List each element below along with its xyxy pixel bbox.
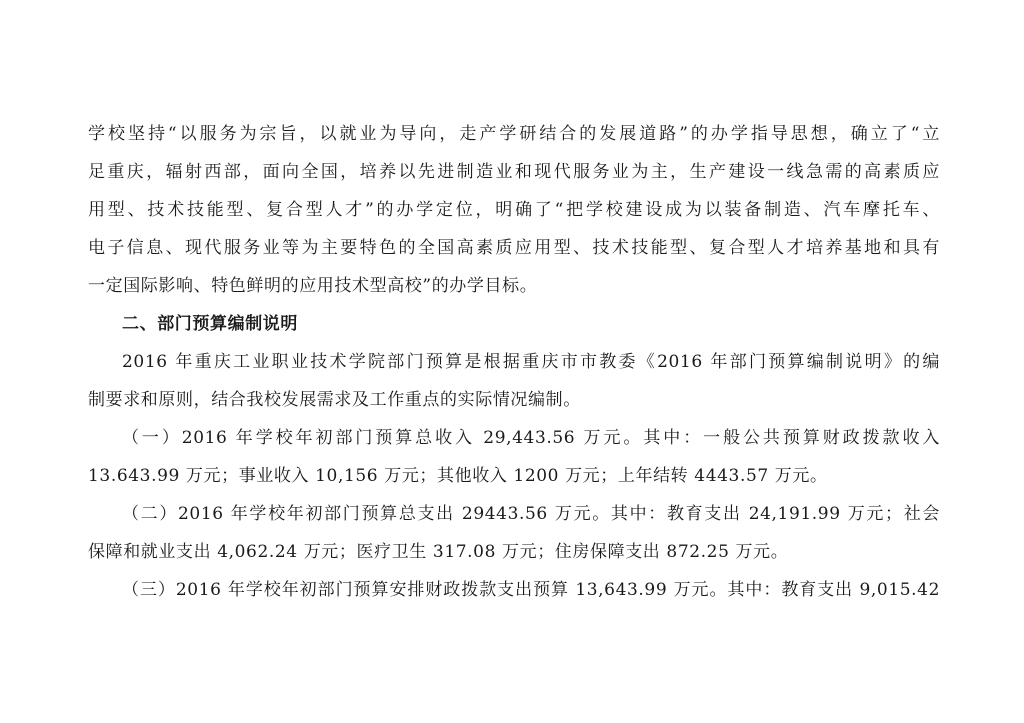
text-line-7: 2016 年重庆工业职业技术学院部门预算是根据重庆市市教委《2016 年部门预算编制说明》的编 — [122, 352, 940, 372]
text-line-11: （二）2016 年学校年初部门预算总支出 29443.56 万元。其中：教育支出 24,191.99 万元；社会 — [122, 504, 940, 524]
text-line-10: 13.643.99 万元；事业收入 10,156 万元；其他收入 1200 万元；上年结转 4443.57 万元。 — [88, 466, 828, 486]
text-line-13: （三）2016 年学校年初部门预算安排财政拨款支出预算 13,643.99 万元。其中：教育支出 9,015.42 — [122, 580, 940, 600]
text-line-1: 学校坚持“以服务为宗旨，以就业为导向，走产学研结合的发展道路”的办学指导思想，确立了“立 — [88, 124, 940, 144]
section-heading: 二、部门预算编制说明 — [122, 314, 298, 334]
text-line-9: （一）2016 年学校年初部门预算总收入 29,443.56 万元。其中：一般公共预算财政拨款收入 — [122, 428, 940, 448]
text-line-5: 一定国际影响、特色鲜明的应用技术型高校”的办学目标。 — [88, 276, 538, 296]
text-line-12: 保障和就业支出 4,062.24 万元；医疗卫生 317.08 万元；住房保障支出 872.25 万元。 — [88, 542, 789, 562]
document-body — [88, 115, 940, 609]
text-line-2: 足重庆，辐射西部，面向全国，培养以先进制造业和现代服务业为主，生产建设一线急需的高素质应 — [88, 162, 940, 182]
text-line-3: 用型、技术技能型、复合型人才”的办学定位，明确了“把学校建设成为以装备制造、汽车摩托车、 — [88, 200, 940, 220]
text-line-4: 电子信息、现代服务业等为主要特色的全国高素质应用型、技术技能型、复合型人才培养基地和具有 — [88, 238, 940, 258]
text-line-8: 制要求和原则，结合我校发展需求及工作重点的实际情况编制。 — [88, 390, 581, 410]
